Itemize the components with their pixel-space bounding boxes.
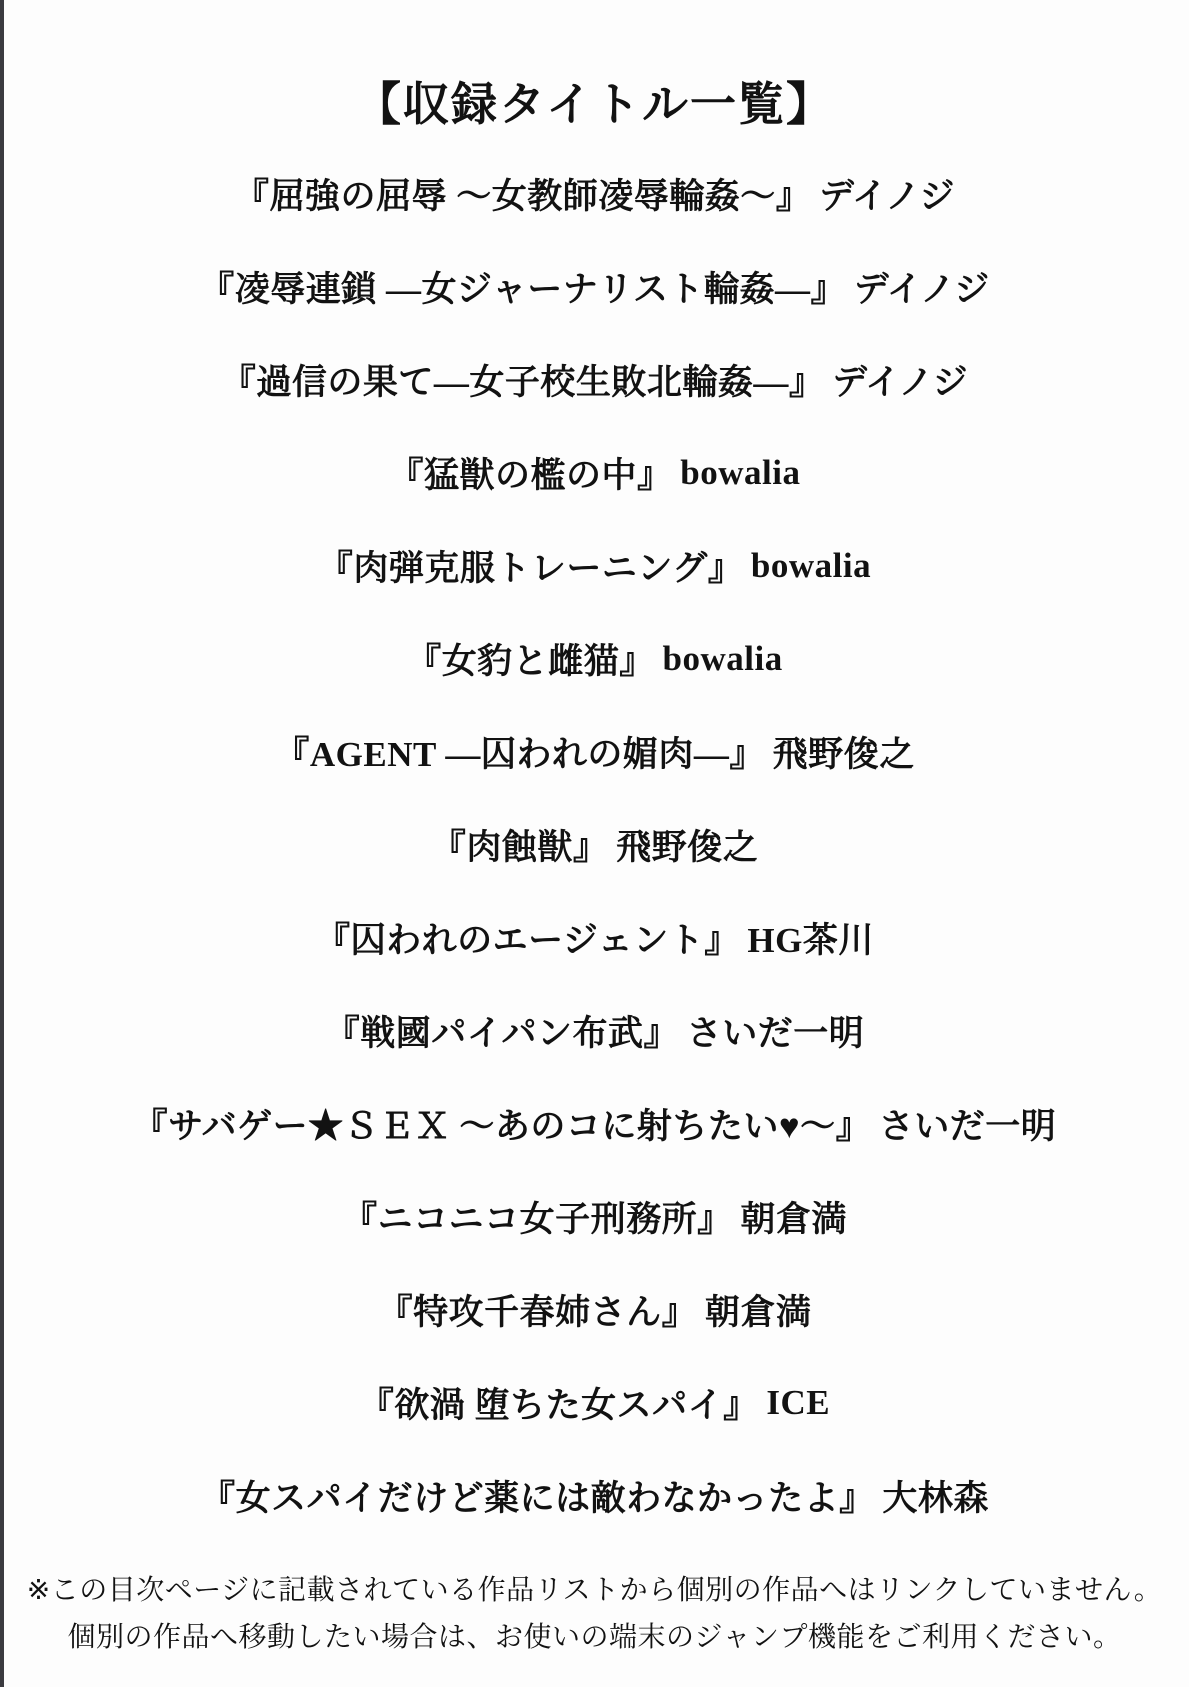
work-title: 『AGENT ―囚われの媚肉―』 — [274, 734, 765, 774]
author-name: さいだ一明 — [686, 1013, 865, 1053]
author-name: bowalia — [750, 545, 872, 585]
footer-note-line1: ※この目次ページに記載されている作品リストから個別の作品へはリンクしていません。 — [26, 1574, 1163, 1605]
footer-note-line2: 個別の作品へ移動したい場合は、お使いの端末のジャンプ機能をご利用ください。 — [67, 1621, 1122, 1652]
author-name: 飛野俊之 — [772, 734, 915, 774]
author-name: ICE — [766, 1382, 831, 1422]
toc-entry — [0, 426, 1189, 519]
toc-entry — [0, 1077, 1189, 1170]
toc-entry — [0, 705, 1189, 798]
footer-note — [0, 1566, 1189, 1660]
toc-entry — [0, 147, 1189, 240]
work-title: 『女豹と雌猫』 — [406, 641, 655, 681]
author-name: 朝倉満 — [740, 1199, 847, 1239]
work-title: 『過信の果て―女子校生敗北輪姦―』 — [220, 362, 825, 402]
toc-entry — [0, 1263, 1189, 1356]
toc-entry-list — [0, 147, 1189, 1542]
toc-entry — [0, 798, 1189, 891]
page-title: 【収録タイトル一覧】 — [354, 79, 835, 130]
toc-entry — [0, 984, 1189, 1077]
author-name: 大林森 — [882, 1478, 989, 1518]
author-name: デイノジ — [832, 362, 969, 402]
toc-entry — [0, 1449, 1189, 1542]
work-title: 『女スパイだけど薬には敵わなかったよ』 — [200, 1478, 875, 1518]
work-title: 『肉弾克服トレーニング』 — [317, 548, 744, 588]
work-title: 『戦國パイパン布武』 — [324, 1013, 680, 1053]
author-name: 飛野俊之 — [616, 827, 759, 867]
work-title: 『特攻千春姉さん』 — [377, 1292, 698, 1332]
author-name: さいだ一明 — [878, 1106, 1057, 1146]
work-title: 『屈強の屈辱 ～女教師凌辱輪姦～』 — [233, 176, 812, 216]
author-name: 朝倉満 — [704, 1292, 812, 1332]
author-name: デイノジ — [818, 176, 955, 216]
work-title: 『欲渦 堕ちた女スパイ』 — [358, 1385, 759, 1425]
work-title: 『凌辱連鎖 ―女ジャーナリスト輪姦―』 — [199, 269, 847, 309]
author-name: bowalia — [680, 452, 801, 492]
work-title: 『肉蝕獣』 — [430, 827, 609, 867]
toc-entry — [0, 1356, 1189, 1449]
toc-entry — [0, 612, 1189, 705]
work-title: 『囚われのエージェント』 — [315, 920, 740, 960]
author-name: HG茶川 — [747, 920, 874, 960]
work-title: 『サバゲー★ＳＥＸ ～あのコに射ちたい♥～』 — [132, 1106, 872, 1146]
toc-entry — [0, 519, 1189, 612]
author-name: デイノジ — [853, 269, 990, 309]
work-title: 『ニコニコ女子刑務所』 — [342, 1199, 733, 1239]
toc-entry — [0, 240, 1189, 333]
work-title: 『猛獣の檻の中』 — [388, 455, 673, 495]
toc-entry — [0, 333, 1189, 426]
toc-entry — [0, 1170, 1189, 1263]
author-name: bowalia — [662, 638, 783, 678]
toc-entry — [0, 891, 1189, 984]
